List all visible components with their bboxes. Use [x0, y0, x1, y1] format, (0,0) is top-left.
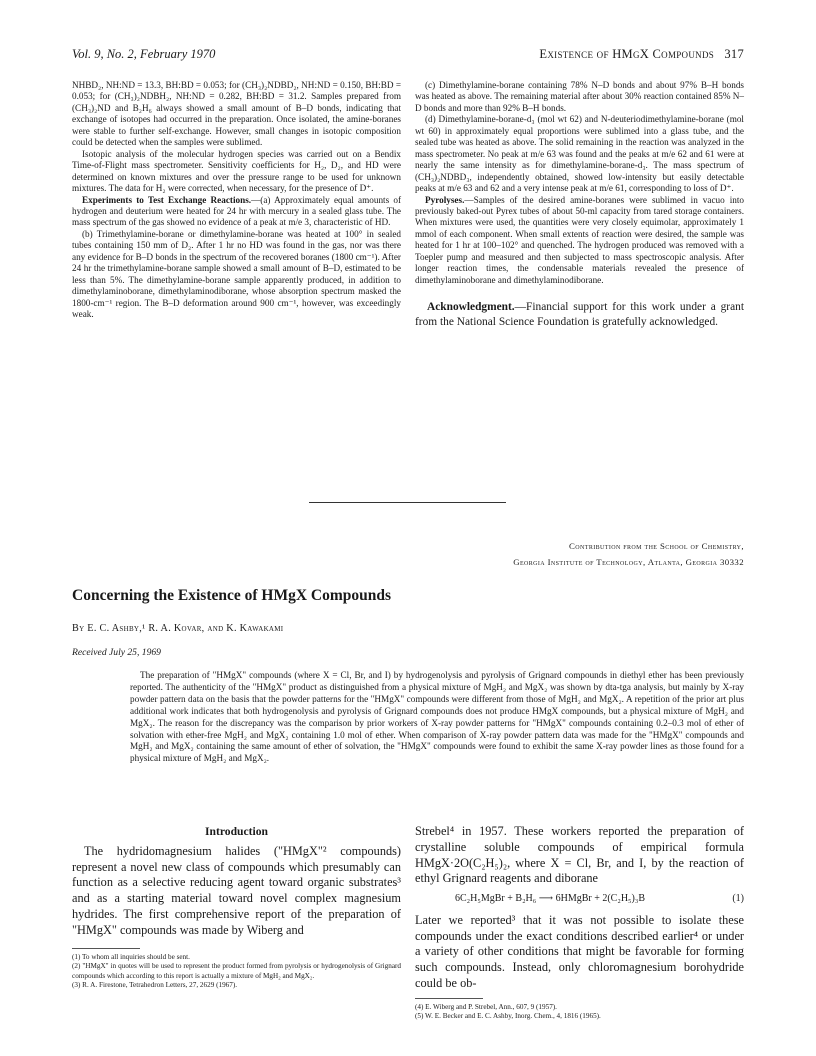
footnote: (4) E. Wiberg and P. Strebel, Ann., 607, 9 (1957). — [415, 1002, 557, 1011]
paragraph: NHBD₂, NH:ND = 13.3, BH:BD = 0.053; for (CH₃)₂NDBD₂, NH:ND = 0.150, BH:BD = 0.053; for (CH₃)₂NDBH₂, NH:ND = 0.282, BH:BD = 31.2. Samples prepared from (CH₃)₂ND and B₂H₆ always showed a small amount of B–D bonds, indicating that exchange of isotopes had occurred in the preparation. Once isolated, the amine-boranes were stable to further self-exchange. However, small changes in isotopic composition could be detected when the samples were sublimed. — [72, 80, 401, 148]
footnote-rule — [415, 998, 483, 999]
article-authors: By E. C. Ashby,¹ R. A. Kovar, and K. Kawakami — [72, 623, 284, 634]
contribution-line — [513, 538, 744, 570]
section-heading: Introduction — [205, 825, 268, 838]
paragraph: (b) Trimethylamine-borane or dimethylamine-borane was heated at 100° in sealed tubes containing 150 mm of D₂. After 1 hr no HD was found in the gas, nor was there any evidence for B–D bonds in the spectrum of the recovered boranes (1800 cm⁻¹). After 24 hr the trimethylamine-borane sample showed a small amount of B–D, estimated to be less than 5%. The dimethylamine-borane sample apparently produced, in addition to dimethylaminoborane, dimethylaminodiborane, whose absorption spectrum masked the 1800-cm⁻¹ region. The B–D deformation around 900 cm⁻¹, however, was exceedingly weak. — [72, 228, 401, 320]
abstract — [130, 670, 744, 765]
paragraph: Isotopic analysis of the molecular hydrogen species was carried out on a Bendix Time-of-Flight mass spectrometer. Sensitivity coefficients for H₂, D₂, and HD were determined on known mixtures and over the pressure range to be used for unknown mixtures. The data for H₂ were corrected, when necessary, for the presence of D⁺. — [72, 148, 401, 194]
footnote: (5) W. E. Becker and E. C. Ashby, Inorg. Chem., 4, 1816 (1965). — [415, 1011, 601, 1020]
article-title: Concerning the Existence of HMgX Compounds — [72, 587, 392, 604]
equation — [415, 891, 744, 907]
running-header-volume: Vol. 9, No. 2, February 1970 — [72, 47, 216, 61]
run-in-heading: Experiments to Test Exchange Reactions. — [82, 194, 252, 205]
contribution-school: Contribution from the School of Chemistry, — [569, 541, 744, 551]
running-title: Existence of HMgX Compounds — [539, 47, 715, 61]
received-date: Received July 25, 1969 — [72, 647, 161, 658]
paragraph-text: —(a) Approximately equal amounts of hydrogen and deuterium were heated for 24 hr with mercury in a sealed glass tube. The mass spectrum of the gas showed no evidence of a peak at m/e 3, characteristic of HD. — [72, 194, 402, 228]
paragraph — [415, 195, 744, 287]
paragraph — [72, 195, 401, 229]
footnotes — [72, 953, 401, 990]
paragraph: Strebel⁴ in 1957. These workers reported the preparation of crystalline soluble compounds of empirical formula HMgX·2O(C₂H₅)₂, where X = Cl, Br, and I, by the reaction of ethyl Grignard reagents and diborane — [415, 824, 744, 886]
footnote: (3) R. A. Firestone, Tetrahedron Letters, 27, 2629 (1967). — [72, 980, 238, 989]
abstract-text: The preparation of "HMgX" compounds (where X = Cl, Br, and I) by hydrogenolysis and pyrolysis of Grignard compounds in diethyl ether has been previously reported. The authenticity of the "HMgX" product as distinguished from a physical mixture of MgH₂ and MgX₂ was shown by dta-tga analysis, but mainly by X-ray powder pattern data on the basis that the powder patterns for the "HMgX" compounds were different from those of MgH₂ and MgX₂. A repetition of the prior art plus additional work indicates that both hydrogenolysis and pyrolysis of Grignard compounds does not produce HMgX compounds, but a physical mixture of MgH₂ and MgX₂. The reason for the discrepancy was the comparison by prior workers of X-ray powder patterns for "HMgX" compounds containing 0.2–0.3 mol of ether of solvation with ether-free MgH₂ and MgX₂ containing 1.0 mol of ether. When comparison of X-ray powder pattern data was made for the "HMgX" compounds and MgH₂ and MgX₂ containing the same amount of ether of solvation, the "HMgX" compounds were found to exhibit the same X-ray powder lines as those found for a physical mixture of MgH₂ and MgX₂. — [130, 670, 744, 764]
acknowledgment-text: —Financial support for this work under a grant from the National Science Foundation is gratefully acknowledged. — [415, 301, 744, 328]
acknowledgment — [415, 300, 744, 329]
footnote: (2) "HMgX" in quotes will be used to represent the product formed from pyrolysis or hydrogenolysis of Grignard compounds which according to this report is actually a mixture of MgH₂ and MgX₂. — [72, 962, 401, 980]
run-in-heading: Acknowledgment. — [427, 301, 515, 314]
paragraph: The hydridomagnesium halides ("HMgX"² compounds) represent a novel new class of compounds which presumably can function as a selective reducing agent toward organic substrates³ and as a starting material toward novel complex magnesium hydrides. The first comprehensive report of the preparation of "HMgX" compounds was made by Wiberg and — [72, 843, 401, 937]
page-number: 317 — [724, 47, 744, 61]
paragraph: (c) Dimethylamine-borane containing 78% N–D bonds and about 97% B–H bonds was heated as above. The remaining material after about 30% reaction contained 85% N–D bonds and more than 92% B–H bonds. — [415, 80, 744, 113]
paragraph: (d) Dimethylamine-borane-d₃ (mol wt 62) and N-deuteriodimethylamine-borane (mol wt 60) in approximately equal proportions were sublimed into a glass tube, and the sealed tube was heated as above. The solid remaining in the reaction was analyzed in the mass spectrometer. No peak at m/e 63 was found and the peaks at m/e 62 and 61 were at nearly the same intensity as for dimethylamine-borane-d₃. The mass spectrum of (CH₃)₂NDBD₃, independently obtained, showed low-intensity but easily detectable peaks at m/e 63 and 62 and a very intense peak at m/e 61, corresponding to loss of D⁺. — [415, 114, 744, 194]
footnote-rule — [72, 948, 140, 949]
top-left-column — [72, 80, 401, 321]
top-right-column — [415, 80, 744, 329]
contribution-institute: Georgia Institute of Technology, Atlanta, Georgia 30332 — [513, 557, 744, 567]
intro-left-column — [72, 824, 401, 990]
section-divider — [309, 502, 506, 503]
paragraph-text: —Samples of the desired amine-boranes were sublimed in vacuo into previously baked-out Pyrex tubes of about 50-ml capacity from tared storage containers. When mixtures were used, the quantities were very closely equimolar, approximately 1 mmol of each component. When small extents of reaction were desired, the sample was heated for 1 hr at 100–102° and quenched. The hydrogen produced was removed with a Toepler pump and measured and then subjected to mass spectroscopic analysis. After longer reaction times, the condensable materials revealed the presence of dimethylaminoborane and dimethylaminodiborane. — [415, 194, 744, 285]
footnote: (1) To whom all inquiries should be sent. — [72, 953, 190, 962]
paragraph: Later we reported³ that it was not possible to isolate these compounds under the exact conditions described earlier⁴ or under a variety of other conditions that might be favorable for forming such compounds. Instead, only chloromagnesium borohydride could be ob- — [415, 912, 744, 990]
equation-body: 6C₂H₅MgBr + B₂H₆ ⟶ 6HMgBr + 2(C₂H₅)₃B — [455, 893, 646, 904]
footnotes — [415, 1003, 744, 1021]
running-header-title — [539, 47, 744, 62]
intro-right-column — [415, 824, 744, 1021]
equation-number: (1) — [732, 893, 744, 904]
run-in-heading: Pyrolyses. — [425, 194, 465, 205]
